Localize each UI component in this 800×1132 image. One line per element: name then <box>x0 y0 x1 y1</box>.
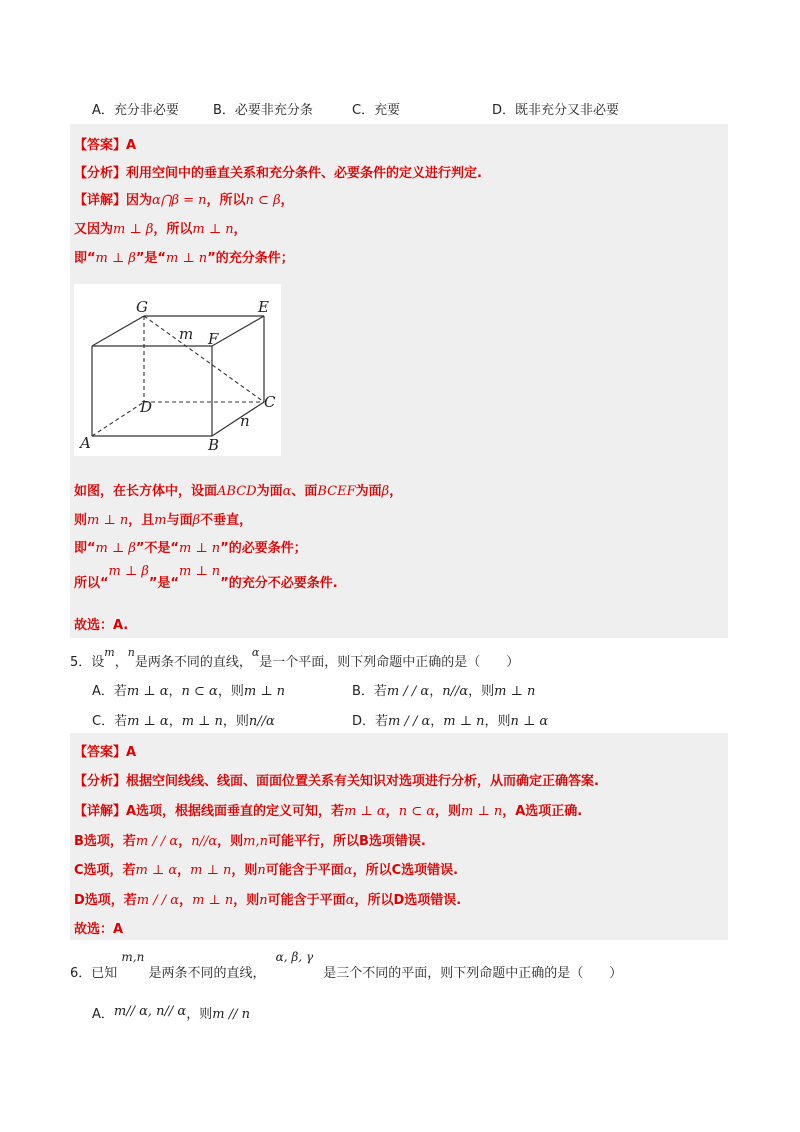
label-d: D <box>140 398 153 416</box>
q4-detail-line-5: 则m ⊥ n，且m与面β不垂直， <box>74 513 253 528</box>
q4-option-c: C．充要 <box>352 103 401 118</box>
q4-detail-line-7: 所以“m ⊥ β”是“m ⊥ n”的充分不必要条件. <box>74 564 338 591</box>
q4-detail-line-1: 【详解】因为α⋂β = n，所以n ⊂ β， <box>74 193 294 208</box>
q4-detail-line-2: 又因为m ⊥ β，所以m ⊥ n， <box>74 222 247 237</box>
label-c: C <box>264 393 276 411</box>
edge-n <box>212 402 264 436</box>
q5-detail-line-1: 【详解】A选项，根据线面垂直的定义可知，若m ⊥ α，n ⊂ α，则m ⊥ n，A选项正确. <box>74 804 583 819</box>
q4-detail-line-3: 即“m ⊥ β”是“m ⊥ n”的充分条件； <box>74 251 294 266</box>
edge-hidden-left <box>92 402 144 436</box>
q4-answer-label: 【答案】A <box>74 138 137 153</box>
cuboid-figure <box>74 284 281 456</box>
label-g: G <box>136 298 148 316</box>
label-b: B <box>208 436 220 454</box>
q5-final: 故选：A <box>74 922 124 937</box>
label-f: F <box>208 330 219 348</box>
q5-stem: 5．设$^m$，$^n$是两条不同的直线，$^\alpha$是一个平面，则下列命题中正确的是（ ） <box>70 646 520 670</box>
q4-final: 故选：A. <box>74 618 129 633</box>
q4-detail-line-4: 如图，在长方体中，设面ABCD为面α、面BCEF为面β， <box>74 484 403 499</box>
q5-option-b: B．若m / / α，n//α，则m ⊥ n <box>352 684 536 699</box>
q4-analysis: 【分析】利用空间中的垂直关系和充分条件、必要条件的定义进行判定. <box>74 166 482 181</box>
label-e: E <box>258 298 269 316</box>
q5-detail-line-2: B选项，若m / / α，n//α，则m,n可能平行，所以B选项错误. <box>74 834 426 849</box>
q4-detail-line-6: 即“m ⊥ β”不是“m ⊥ n”的必要条件； <box>74 541 307 556</box>
q6-option-a: A．m// α, n// α，则m // n <box>92 1004 250 1022</box>
q5-answer-label: 【答案】A <box>74 745 137 760</box>
edge-m <box>144 316 264 402</box>
label-a: A <box>80 434 91 452</box>
edge-top-right <box>212 316 264 346</box>
q5-option-a: A．若m ⊥ α，n ⊂ α，则m ⊥ n <box>92 684 286 699</box>
q5-detail-line-3: C选项，若m ⊥ α，m ⊥ n，则n可能含于平面α，所以C选项错误. <box>74 863 459 878</box>
q5-option-c: C．若m ⊥ α，m ⊥ n，则n//α <box>92 714 275 729</box>
q6-stem: 6．已知 m,n 是两条不同的直线， α, β, γ 是三个不同的平面，则下列命题中正确的是（ ） <box>70 950 623 981</box>
q5-option-d: D．若m / / α，m ⊥ n，则n ⊥ α <box>352 714 549 729</box>
label-m: m <box>179 325 194 343</box>
q5-analysis: 【分析】根据空间线线、线面、面面位置关系有关知识对选项进行分析，从而确定正确答案. <box>74 774 599 789</box>
q4-option-d: D．既非充分又非必要 <box>492 103 620 118</box>
q4-option-a: A．充分非必要 <box>92 103 179 118</box>
cuboid-diagram <box>74 284 281 456</box>
q4-answer-box <box>70 124 728 638</box>
edge-top-left <box>92 316 144 346</box>
q5-detail-line-4: D选项，若m / / α，m ⊥ n，则n可能含于平面α，所以D选项错误. <box>74 893 462 908</box>
q5-answer-box <box>70 733 728 940</box>
label-n: n <box>240 412 250 430</box>
q4-option-b: B．必要非充分条 <box>213 103 313 118</box>
